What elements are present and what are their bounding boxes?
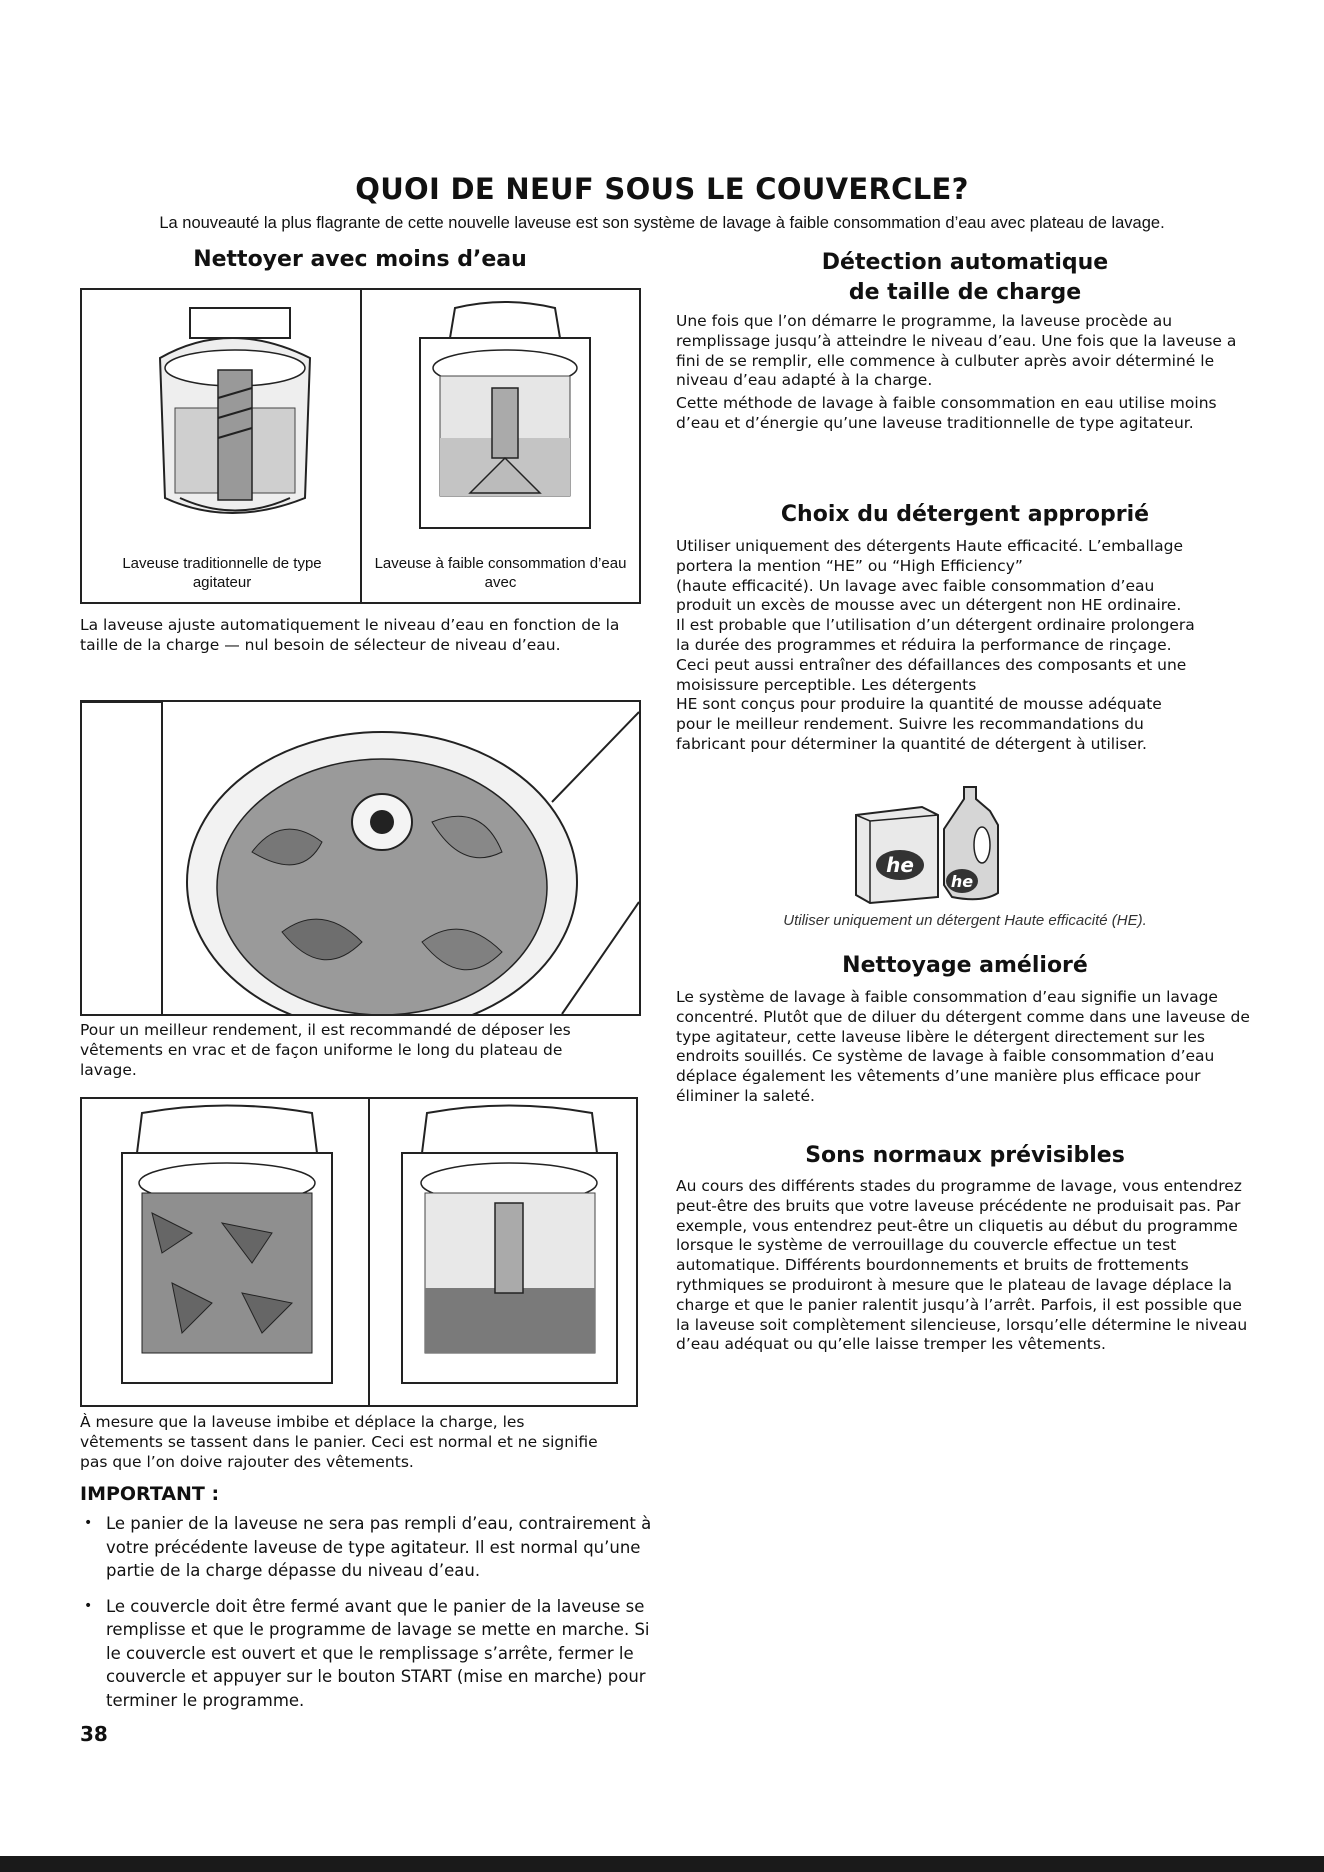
paragraph-normal-sounds: Au cours des différents stades du programme de lavage, vous entendrez peut-être des bruits que votre laveuse précédente ne produisait pas. Par exemple, vous entendrez peut-être un cliquetis au début du programme lorsque le système de verrouillage du couvercle effectue un test automatique. Différents bourdonnements et bruits de frottements rythmiques se produiront à mesure que le plateau de lavage déplace la charge et que le panier ralentit jusqu’à l’arrêt. Parfois, il est possible que la laveuse soit complètement silencieuse, lorsqu’elle détermine le niveau d’eau adéquat ou qu’elle laisse tremper les vêtements.	[676, 1177, 1248, 1354]
important-list	[80, 1512, 652, 1724]
detergent-line: fabricant pour déterminer la quantité de détergent à utiliser.	[676, 734, 1147, 753]
detergent-line: moisissure perceptible. Les détergents	[676, 675, 977, 694]
section-heading-normal-sounds: Sons normaux prévisibles	[805, 1143, 1125, 1168]
section-heading-auto-detection-1: Détection automatique	[821, 250, 1109, 275]
paragraph-detergent	[676, 537, 1256, 755]
important-label: IMPORTANT :	[80, 1483, 220, 1505]
detergent-line: Utiliser uniquement des détergents Haute efficacité. L’emballage	[676, 537, 1183, 555]
detergent-line: (haute efficacité). Un lavage avec faible consommation d’eau	[676, 576, 1155, 595]
detergent-line: portera la mention “HE” ou “High Efficiency”	[676, 556, 1023, 575]
paragraph-auto-water-level: La laveuse ajuste automatiquement le niveau d’eau en fonction de la taille de la charge — nul besoin de sélecteur de niveau d’eau.	[80, 616, 620, 654]
he-logo-text-box: he	[886, 853, 914, 877]
figure-divider	[368, 1099, 370, 1405]
detergent-line: produit un excès de mousse avec un détergent non HE ordinaire.	[676, 596, 1182, 615]
section-heading-detergent: Choix du détergent approprié	[780, 502, 1150, 527]
he-logo-text-bottle: he	[950, 872, 974, 891]
detergent-line: Ceci peut aussi entraîner des défaillances des composants et une	[676, 655, 1187, 674]
paragraph-improved-cleaning: Le système de lavage à faible consommation d’eau signifie un lavage concentré. Plutôt que de diluer du détergent comme dans une laveuse de type agitateur, cette laveuse libère le détergent directement sur les endroits souillés. Ce système de lavage à faible consommation d’eau déplace également les vêtements d’une manière plus efficace pour éliminer la saleté.	[676, 988, 1250, 1105]
washer-comparison-figure	[80, 288, 641, 604]
paragraph-load-tip: Pour un meilleur rendement, il est recommandé de déposer les vêtements en vrac et de façon uniforme le long du plateau de lavage.	[80, 1021, 571, 1079]
agitator-washer-illustration	[130, 298, 330, 538]
important-item: • Le couvercle doit être fermé avant que le panier de la laveuse se remplisse et que le programme de lavage se mette en marche. Si le couvercle est ouvert et que le remplissage s’arrête, fermer le couvercle et appuyer sur le bouton START (mise en marche) pour terminer le programme.	[80, 1595, 652, 1713]
clothes-in-basket-illustration	[82, 702, 639, 1014]
paragraph-load-settles: À mesure que la laveuse imbibe et déplace la charge, les vêtements se tassent dans le panier. Ceci est normal et ne signifie pas que l’on doive rajouter des vêtements.	[80, 1413, 598, 1471]
low-water-washer-illustration	[400, 298, 610, 538]
section-heading-auto-detection-2: de taille de charge	[848, 280, 1082, 305]
washer-settled-load-illustration	[387, 1103, 632, 1403]
intro-text: La nouveauté la plus flagrante de cette nouvelle laveuse est son système de lavage à faible consommation d’eau avec plateau de lavage.	[159, 214, 1165, 232]
detergent-line: la durée des programmes et réduira la performance de rinçage.	[676, 635, 1172, 654]
important-item: • Le panier de la laveuse ne sera pas rempli d’eau, contrairement à votre précédente laveuse de type agitateur. Il est normal qu’une partie de la charge dépasse du niveau d’eau.	[80, 1512, 652, 1583]
detergent-line: HE sont conçus pour produire la quantité de mousse adéquate	[676, 695, 1162, 714]
detergent-line: pour le meilleur rendement. Suivre les recommandations du	[676, 715, 1144, 734]
loaded-washers-figure	[80, 1097, 638, 1407]
detergent-line: Il est probable que l’utilisation d’un détergent ordinaire prolongera	[676, 616, 1195, 635]
caption-low-water-washer: Laveuse à faible consommation d’eau avec	[374, 555, 627, 591]
paragraph-low-water-method: Cette méthode de lavage à faible consommation en eau utilise moins d’eau et d’énergie qu’une laveuse traditionnelle de type agitateur.	[676, 394, 1217, 432]
page-number: 38	[80, 1722, 108, 1746]
section-heading-improved-cleaning: Nettoyage amélioré	[842, 953, 1088, 978]
basket-top-view-figure	[80, 700, 641, 1016]
page-title: QUOI DE NEUF SOUS LE COUVERCLE?	[355, 172, 969, 206]
caption-traditional-washer: Laveuse traditionnelle de type agitateur	[122, 555, 322, 591]
figure-divider	[360, 290, 362, 602]
section-heading-less-water: Nettoyer avec moins d’eau	[193, 247, 527, 272]
paragraph-auto-detection: Une fois que l’on démarre le programme, la laveuse procède au remplissage jusqu’à atteindre le niveau d’eau. Une fois que la laveuse a fini de se remplir, elle commence à culbuter après avoir déterminé le niveau d’eau adapté à la charge.	[676, 312, 1237, 390]
detergent-caption: Utiliser uniquement un détergent Haute efficacité (HE).	[783, 912, 1147, 929]
footer-bar	[0, 1856, 1324, 1872]
washer-full-load-illustration	[102, 1103, 352, 1403]
he-detergent-illustration	[852, 785, 1012, 905]
